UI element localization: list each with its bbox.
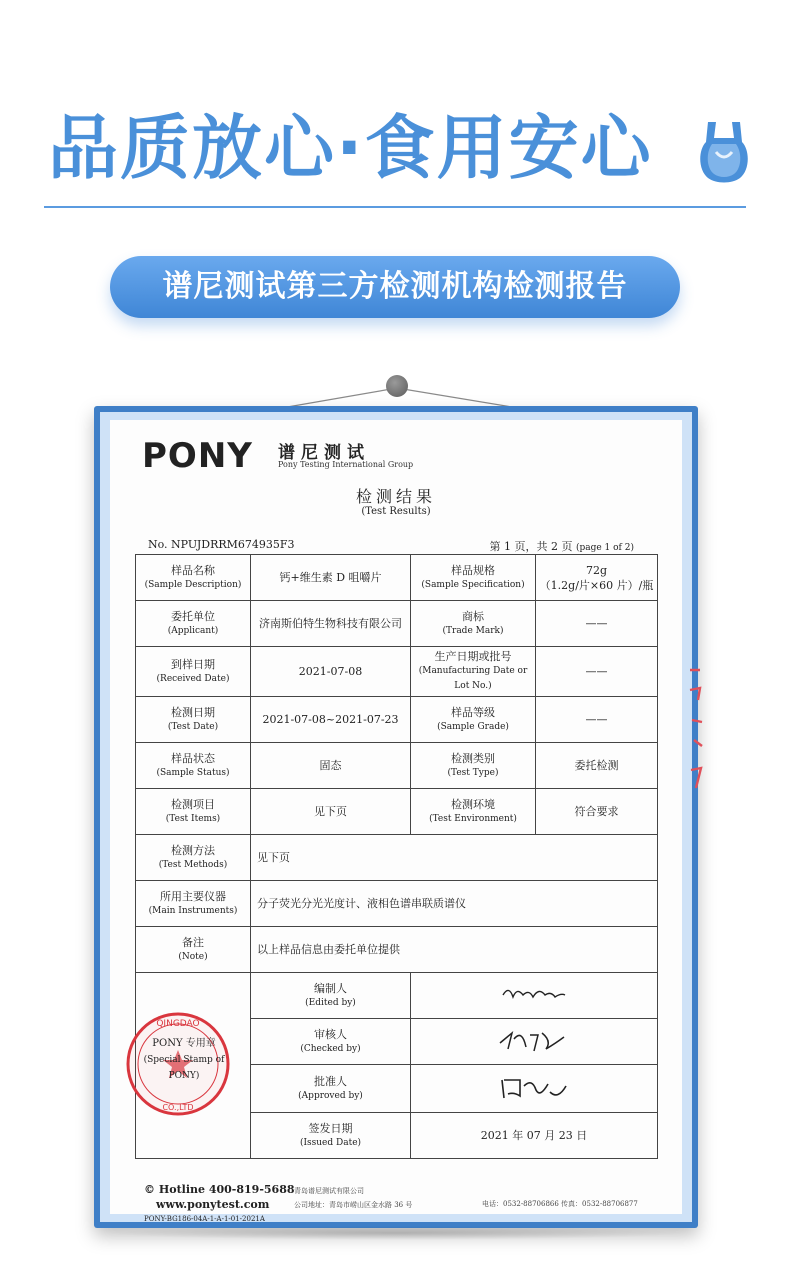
table-row: 编制人 (Edited by) bbox=[136, 973, 658, 1019]
table-row: 检测方法 (Test Methods) 见下页 bbox=[136, 835, 658, 881]
svg-text:CO.,LTD: CO.,LTD bbox=[162, 1103, 194, 1112]
svg-text:QINGDAO: QINGDAO bbox=[156, 1019, 200, 1029]
table-row: 所用主要仪器 (Main Instruments) 分子荧光分光光度计、液相色谱串联质谱仪 bbox=[136, 881, 658, 927]
table-row: 样品状态 (Sample Status) 固态 检测类别 (Test Type) 委托检测 bbox=[136, 743, 658, 789]
footer-contact: © Hotline 400-819-5688 www.ponytest.com PONY-BG186-04A-1-A-1-01-2021A bbox=[144, 1182, 295, 1227]
page-info-en: (page 1 of 2) bbox=[575, 543, 634, 553]
hotline: Hotline 400-819-5688 bbox=[158, 1183, 295, 1196]
table-row: 签发日期 (Issued Date) 2021 年 07 月 23 日 bbox=[136, 1113, 658, 1159]
report-banner: 谱尼测试第三方检测机构检测报告 bbox=[110, 256, 680, 318]
footer-company bbox=[294, 1184, 412, 1212]
hanger-nail bbox=[386, 375, 408, 397]
page-info bbox=[489, 538, 634, 554]
table-row: 到样日期 (Received Date) 2021-07-08 生产日期或批号 (Manufacturing Date or Lot No.) —— bbox=[136, 647, 658, 697]
checker-signature bbox=[494, 1025, 574, 1055]
report-number: No. NPUJDRRM674935F3 bbox=[148, 538, 295, 551]
doc-subtitle: (Test Results) bbox=[361, 506, 431, 517]
table-row: 检测日期 (Test Date) 2021-07-08~2021-07-23 样品等级 (Sample Grade) —— bbox=[136, 697, 658, 743]
company-name: 青岛谱尼测试有限公司 bbox=[294, 1187, 364, 1195]
hero-divider bbox=[44, 206, 746, 208]
approver-signature bbox=[494, 1072, 574, 1102]
website: www.ponytest.com bbox=[156, 1198, 270, 1211]
logo-company-en: Pony Testing International Group bbox=[278, 460, 414, 469]
stamp-overlay-text: PONY 专用章 (Special Stamp of PONY) bbox=[143, 1038, 225, 1081]
certificate-frame bbox=[94, 406, 698, 1228]
table-row: 样品名称 (Sample Description) 钙+维生素 D 咀嚼片 样品规格 (Sample Specification) 72g （1.2g/片×60 片）/瓶 bbox=[136, 555, 658, 601]
table-row: 审核人 (Checked by) bbox=[136, 1019, 658, 1065]
company-address: 公司地址：青岛市崂山区金水路 36 号 bbox=[294, 1201, 413, 1209]
logo-company-cn: 谱尼测试 bbox=[278, 443, 370, 463]
footer-phone: 电话：0532-88706866 传真：0532-88706877 bbox=[482, 1200, 638, 1208]
hero-title: 品质放心·食用安心 bbox=[48, 107, 653, 189]
doc-code: PONY-BG186-04A-1-A-1-01-2021A bbox=[144, 1215, 265, 1223]
page-info-cn: 第 1 页，共 2 页 bbox=[489, 540, 573, 553]
seam-stamp bbox=[688, 660, 704, 800]
table-row: 备注 (Note) 以上样品信息由委托单位提供 bbox=[136, 927, 658, 973]
table-row: 批准人 (Approved by) bbox=[136, 1065, 658, 1113]
frame-shadow bbox=[104, 1226, 688, 1240]
mascot-icon bbox=[694, 118, 754, 188]
editor-signature bbox=[499, 981, 569, 1007]
table-row: 委托单位 (Applicant) 济南斯伯特生物科技有限公司 商标 (Trade Mark) —— bbox=[136, 601, 658, 647]
test-report bbox=[110, 420, 682, 1223]
doc-title: 检测结果 bbox=[355, 487, 436, 506]
logo-text: PONY bbox=[142, 436, 253, 476]
table-row: 检测项目 (Test Items) 见下页 检测环境 (Test Environment) 符合要求 bbox=[136, 789, 658, 835]
